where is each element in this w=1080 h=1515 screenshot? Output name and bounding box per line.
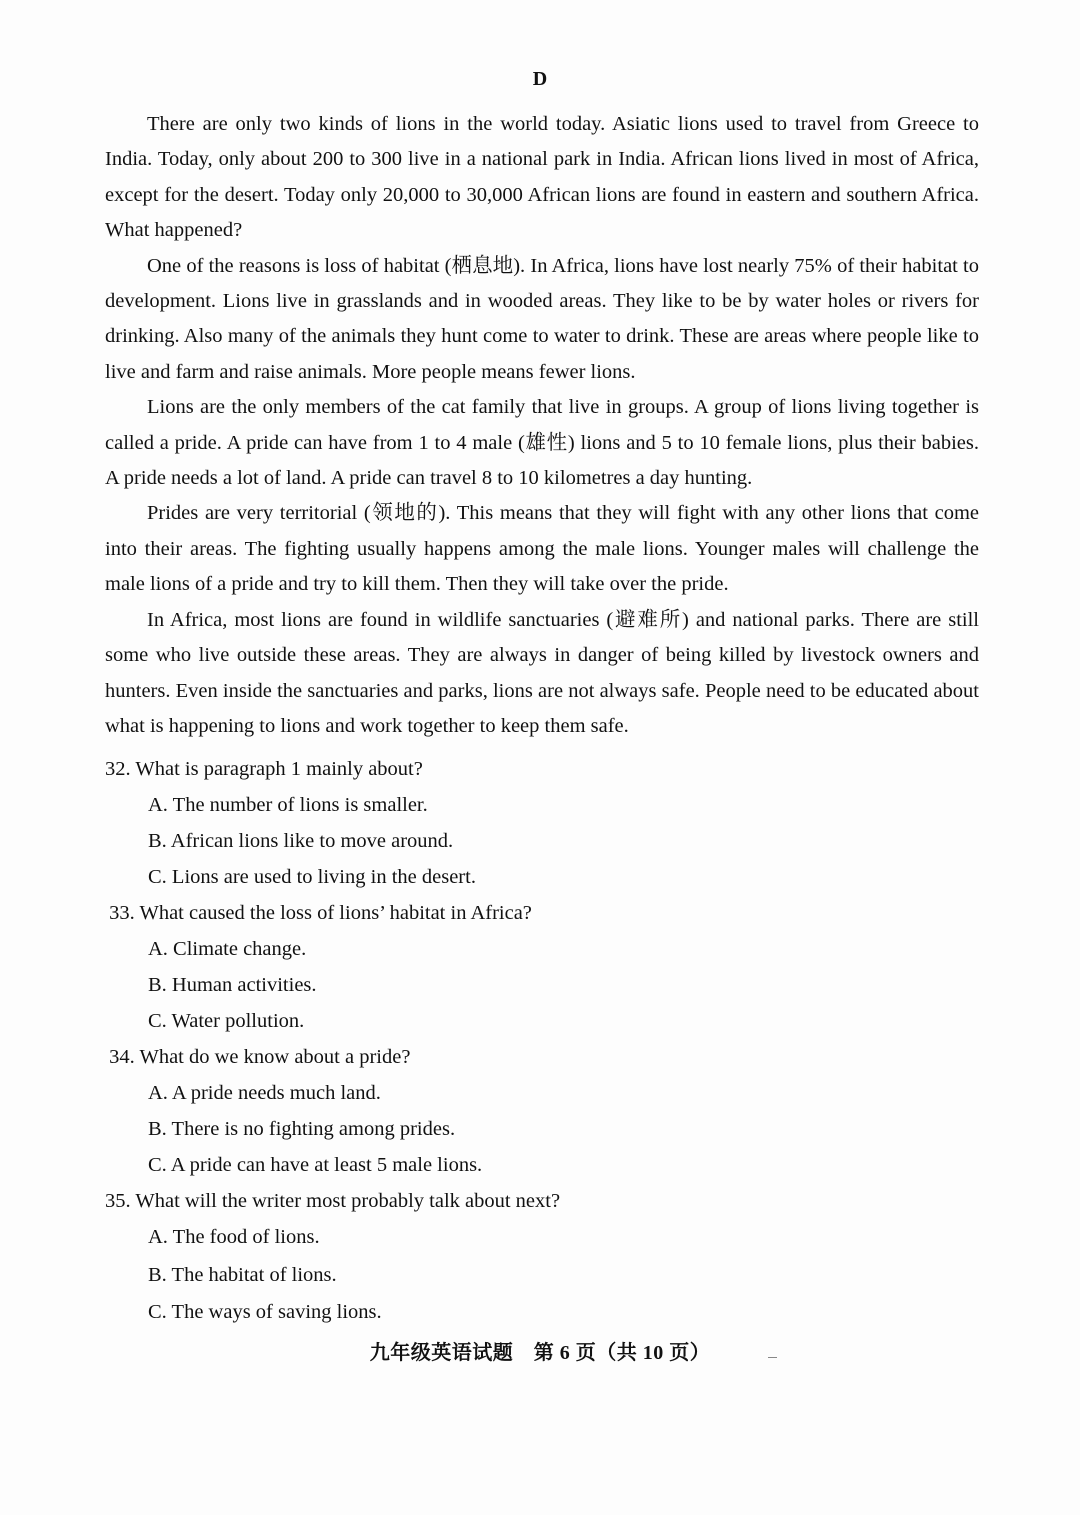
page-footer: 九年级英语试题 第 6 页（共 10 页） — [369, 1342, 711, 1364]
question-35 — [105, 1183, 979, 1332]
option-a: A. A pride needs much land. — [148, 1082, 381, 1104]
option-c: C. Water pollution. — [148, 1010, 305, 1032]
paragraph-4: Prides are very territorial (领地的). This means that they will fight with any other lions that come into their areas. The fighting usually happens among the male lions. Younger males will challenge the male lions of a pride and try to kill them. Then they will take over the pride. — [105, 502, 979, 596]
option-b: B. The habitat of lions. — [148, 1263, 337, 1286]
question-list — [105, 751, 979, 1332]
option-b: B. There is no fighting among prides. — [148, 1118, 456, 1140]
paragraph-5: In Africa, most lions are found in wildlife sanctuaries (避难所) and national parks. There are still some who live outside these areas. They are always in danger of being killed by livestock owners and hunters. Even inside the sanctuaries and parks, lions are not always safe. People need to be educated about what is happening to lions and work together to keep them safe. — [105, 608, 979, 737]
option-a: A. Climate change. — [148, 938, 307, 960]
question-stem: 35. What will the writer most probably talk about next? — [105, 1190, 561, 1212]
question-34 — [105, 1039, 979, 1183]
question-stem: 33. What caused the loss of lions’ habitat in Africa? — [105, 902, 532, 924]
paragraph-1: There are only two kinds of lions in the world today. Asiatic lions used to travel from Greece to India. Today, only about 200 to 300 live in a national park in India. African lions lived in most of Africa, except for the desert. Today only 20,000 to 30,000 African lions are found in eastern and southern Africa. What happened? — [105, 113, 979, 242]
option-a: A. The food of lions. — [148, 1226, 320, 1248]
section-title: D — [532, 68, 548, 90]
question-stem: 32. What is paragraph 1 mainly about? — [105, 758, 423, 780]
option-c: C. The ways of saving lions. — [148, 1301, 382, 1323]
paragraph-3: Lions are the only members of the cat family that live in groups. A group of lions living together is called a pride. A pride can have from 1 to 4 male (雄性) lions and 5 to 10 female lions, plus their babies. A pride needs a lot of land. A pride can travel 8 to 10 kilometres a day hunting. — [105, 396, 979, 490]
paragraph-2: One of the reasons is loss of habitat (栖息地). In Africa, lions have lost nearly 75% of their habitat to development. Lions live in grasslands and in wooded areas. They like to be by water holes or rivers for drinking. Also many of the animals they hunt come to water to drink. These are areas where people like to live and farm and raise animals. More people means fewer lions. — [105, 254, 979, 383]
question-32 — [105, 751, 979, 895]
question-33 — [105, 895, 979, 1039]
reading-passage — [105, 107, 979, 744]
option-a: A. The number of lions is smaller. — [148, 794, 428, 816]
footer-dash-mark — [768, 1357, 777, 1358]
option-c: C. Lions are used to living in the desert. — [148, 866, 476, 888]
option-b: B. Human activities. — [148, 974, 317, 996]
option-c: C. A pride can have at least 5 male lions. — [148, 1154, 483, 1176]
option-b: B. African lions like to move around. — [148, 830, 454, 852]
question-stem: 34. What do we know about a pride? — [105, 1046, 411, 1068]
